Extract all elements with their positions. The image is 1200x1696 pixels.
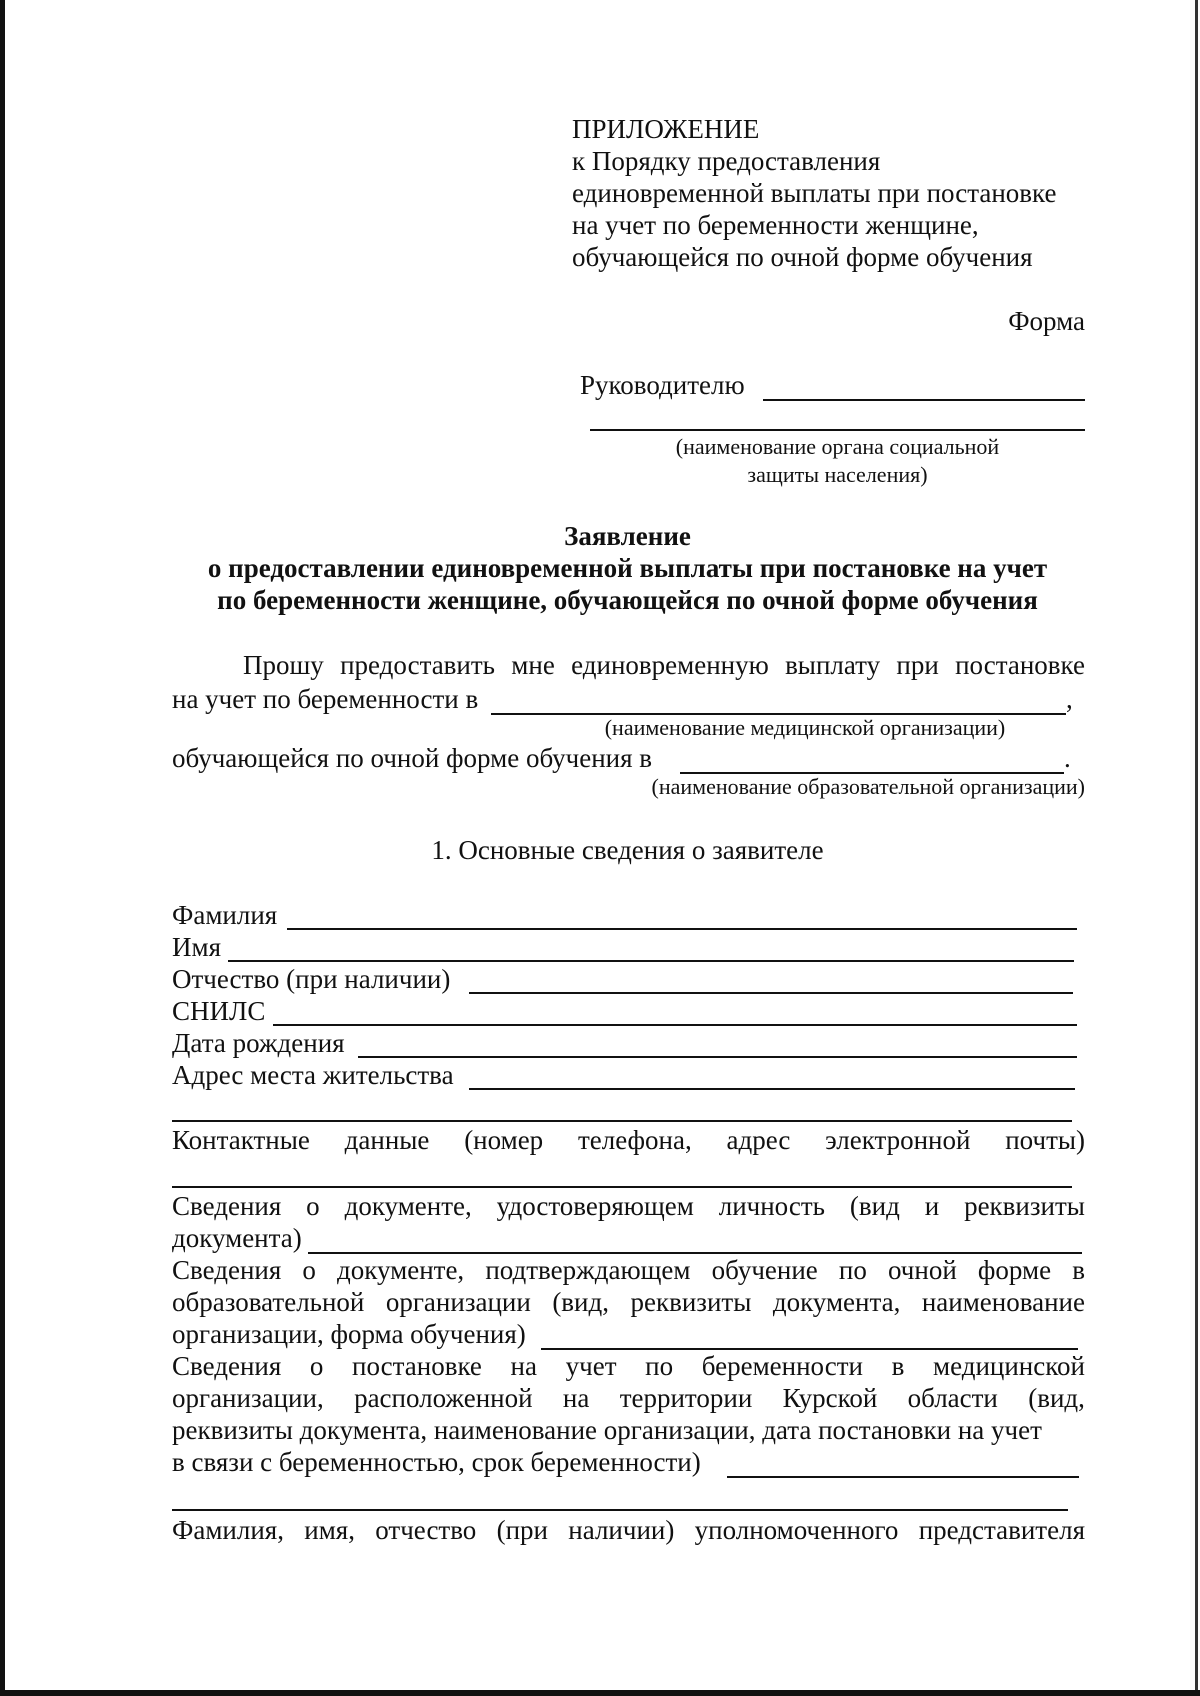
birth-date-fill-line[interactable] bbox=[358, 1056, 1077, 1058]
name-label: Имя bbox=[172, 932, 222, 962]
agency-fill-line[interactable] bbox=[590, 429, 1085, 431]
study-document-line-2: образовательной организации (вид, реквизиты документа, наименование bbox=[172, 1287, 1085, 1317]
page-edge-bottom bbox=[0, 1690, 1200, 1696]
appendix-title: ПРИЛОЖЕНИЕ bbox=[572, 114, 760, 144]
educational-org-caption: (наименование образовательной организации) bbox=[651, 774, 1085, 799]
appendix-line: к Порядку предоставления bbox=[572, 146, 881, 176]
patronymic-fill-line[interactable] bbox=[469, 992, 1073, 994]
document-subtitle: о предоставлении единовременной выплаты при постановке на учет bbox=[207, 553, 1048, 583]
pregnancy-line-4: в связи с беременностью, срок беременности) bbox=[172, 1447, 701, 1477]
agency-caption: (наименование органа социальной bbox=[675, 434, 1000, 459]
pregnancy-line-2: организации, расположенной на территории Курской области (вид, bbox=[172, 1383, 1085, 1413]
id-document-line-2: документа) bbox=[172, 1223, 302, 1253]
surname-fill-line[interactable] bbox=[287, 928, 1077, 930]
medical-org-caption: (наименование медицинской организации) bbox=[604, 715, 1006, 740]
request-line-3-suffix: . bbox=[1064, 743, 1071, 773]
request-line-3-prefix: обучающейся по очной форме обучения в bbox=[172, 743, 653, 773]
appendix-line: единовременной выплаты при постановке bbox=[572, 178, 1057, 208]
contacts-fill-line[interactable] bbox=[172, 1186, 1072, 1188]
id-document-line-1: Сведения о документе, удостоверяющем личность (вид и реквизиты bbox=[172, 1191, 1085, 1221]
request-line-1: Прошу предоставить мне единовременную выплату при постановке bbox=[243, 650, 1085, 680]
pregnancy-fill-line[interactable] bbox=[727, 1476, 1079, 1478]
address-fill-line-2[interactable] bbox=[172, 1120, 1072, 1122]
pregnancy-line-3: реквизиты документа, наименование организации, дата постановки на учет bbox=[172, 1415, 1042, 1445]
surname-label: Фамилия bbox=[172, 900, 278, 930]
pregnancy-fill-line-2[interactable] bbox=[172, 1509, 1068, 1511]
patronymic-label: Отчество (при наличии) bbox=[172, 964, 451, 994]
appendix-line: на учет по беременности женщине, bbox=[572, 210, 979, 240]
study-document-line-1: Сведения о документе, подтверждающем обучение по очной форме в bbox=[172, 1255, 1085, 1285]
pregnancy-line-1: Сведения о постановке на учет по беременности в медицинской bbox=[172, 1351, 1085, 1381]
page-edge-left bbox=[0, 0, 5, 1696]
request-line-2-suffix: , bbox=[1066, 684, 1073, 714]
document-title: Заявление bbox=[564, 521, 691, 551]
address-fill-line[interactable] bbox=[469, 1088, 1075, 1090]
contacts-line: Контактные данные (номер телефона, адрес электронной почты) bbox=[172, 1125, 1085, 1155]
document-subtitle: по беременности женщине, обучающейся по очной форме обучения bbox=[217, 585, 1038, 615]
study-document-line-3: организации, форма обучения) bbox=[172, 1319, 526, 1349]
addressee-label: Руководителю bbox=[580, 370, 745, 400]
address-label: Адрес места жительства bbox=[172, 1060, 454, 1090]
page-edge-right bbox=[1195, 0, 1198, 1696]
agency-caption: защиты населения) bbox=[747, 462, 928, 487]
snils-label: СНИЛС bbox=[172, 996, 266, 1026]
birth-date-label: Дата рождения bbox=[172, 1028, 345, 1058]
snils-fill-line[interactable] bbox=[273, 1024, 1077, 1026]
name-fill-line[interactable] bbox=[228, 960, 1074, 962]
representative-line: Фамилия, имя, отчество (при наличии) уполномоченного представителя bbox=[172, 1515, 1085, 1545]
request-line-2-prefix: на учет по беременности в bbox=[172, 684, 479, 714]
addressee-fill-line[interactable] bbox=[763, 399, 1085, 401]
section-heading: 1. Основные сведения о заявителе bbox=[431, 835, 824, 865]
appendix-line: обучающейся по очной форме обучения bbox=[572, 242, 1033, 272]
form-label: Форма bbox=[1008, 306, 1085, 336]
